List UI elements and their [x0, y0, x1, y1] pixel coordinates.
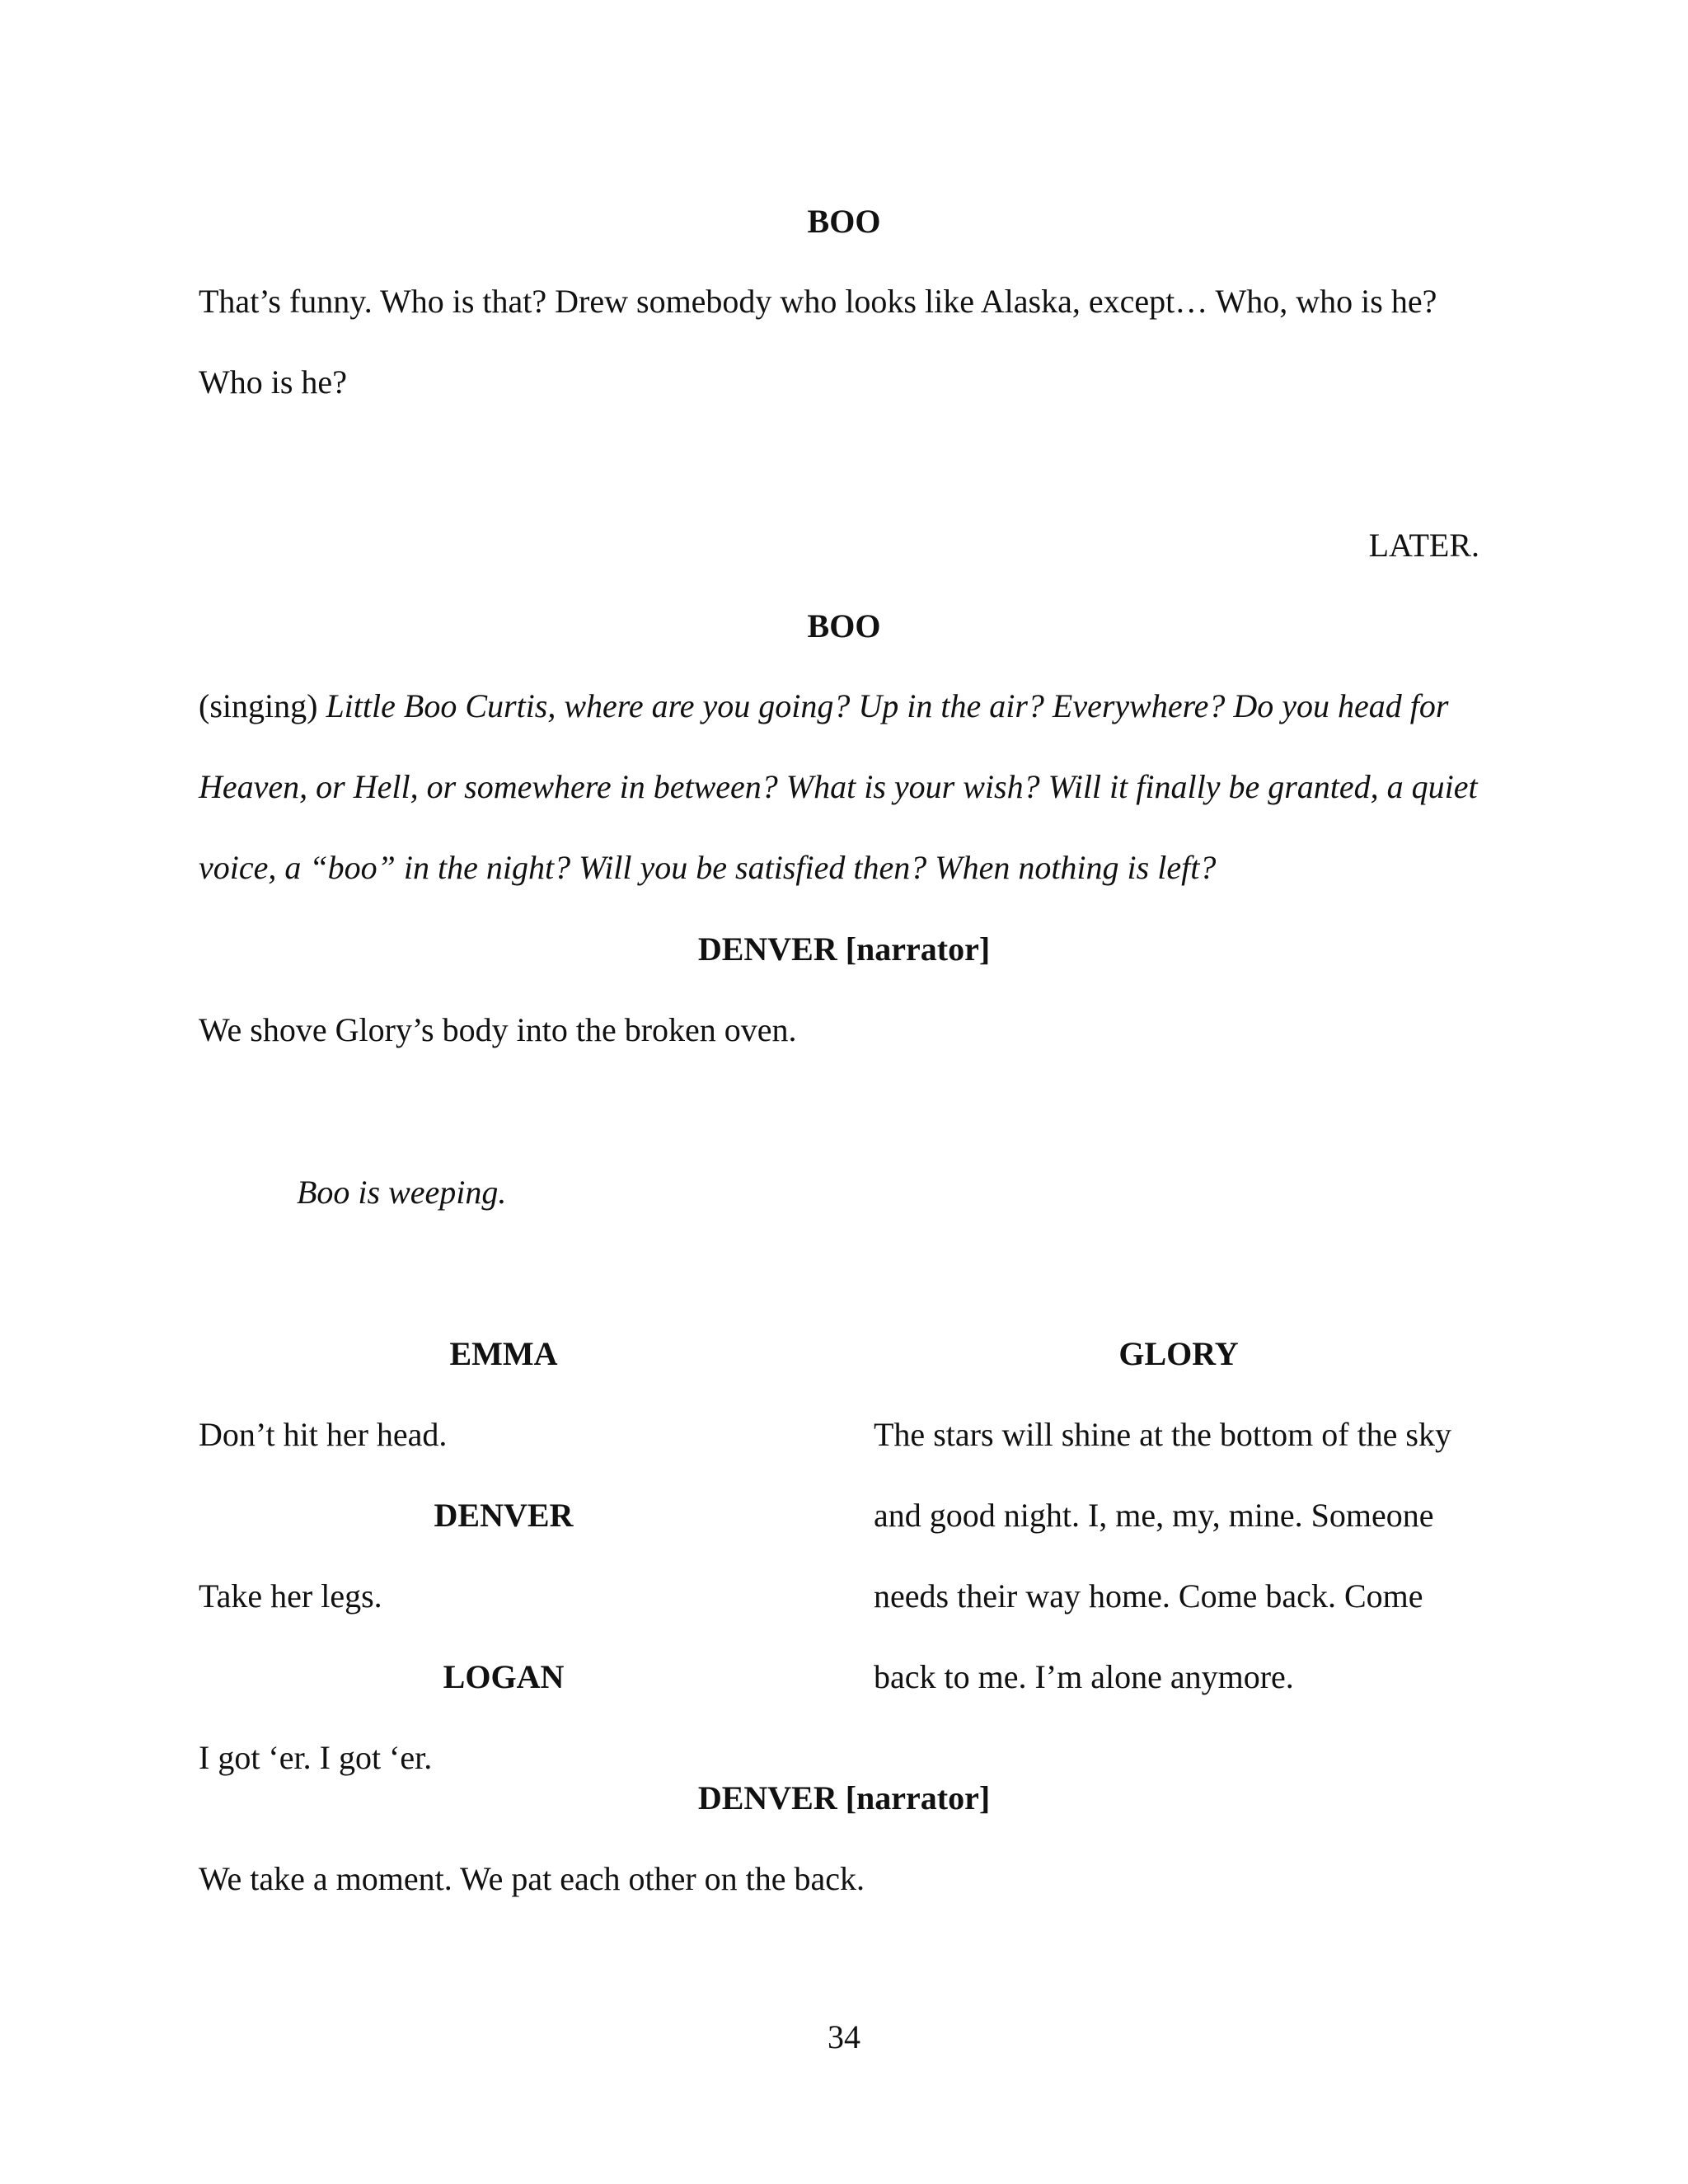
- speaker-glory: GLORY: [1118, 1335, 1239, 1372]
- dialogue-line: Don’t hit her head.: [199, 1416, 448, 1453]
- song-lyric: Little Boo Curtis, where are you going? Up in the air? Everywhere? Do you head for: [326, 687, 1449, 724]
- song-lyric: voice, a “boo” in the night? Will you be satisfied then? When nothing is left?: [199, 849, 1217, 886]
- dialogue-line: We shove Glory’s body into the broken oven.: [199, 1011, 797, 1048]
- dialogue-line: We take a moment. We pat each other on the back.: [199, 1860, 865, 1897]
- dialogue-line: Who is he?: [199, 363, 347, 401]
- dialogue-line: I got ‘er. I got ‘er.: [199, 1739, 433, 1776]
- speaker-emma: EMMA: [449, 1335, 558, 1372]
- stage-direction: Boo is weeping.: [297, 1174, 507, 1211]
- dialogue-line: Take her legs.: [199, 1577, 382, 1615]
- dialogue-line: The stars will shine at the bottom of the sky: [874, 1416, 1451, 1453]
- song-lyric: Heaven, or Hell, or somewhere in between? What is your wish? Will it finally be granted, a quiet: [199, 768, 1478, 805]
- dialogue-line: needs their way home. Come back. Come: [874, 1577, 1423, 1615]
- dialogue-line: That’s funny. Who is that? Drew somebody who looks like Alaska, except… Who, who is he?: [199, 283, 1437, 320]
- dialogue-line: back to me. I’m alone anymore.: [874, 1658, 1294, 1695]
- speaker-denver: DENVER: [434, 1497, 574, 1534]
- speaker-denver-narrator: DENVER [narrator]: [697, 930, 991, 968]
- speaker-boo: BOO: [807, 607, 881, 644]
- scene-transition: LATER.: [1368, 527, 1479, 564]
- dialogue-line: and good night. I, me, my, mine. Someone: [874, 1497, 1434, 1534]
- speaker-boo: BOO: [807, 203, 881, 240]
- speaker-denver-narrator: DENVER [narrator]: [697, 1779, 991, 1816]
- page-number: 34: [828, 2018, 860, 2055]
- dialogue-line: [199, 687, 1449, 724]
- speaker-logan: LOGAN: [443, 1658, 565, 1695]
- parenthetical: (singing): [199, 687, 318, 724]
